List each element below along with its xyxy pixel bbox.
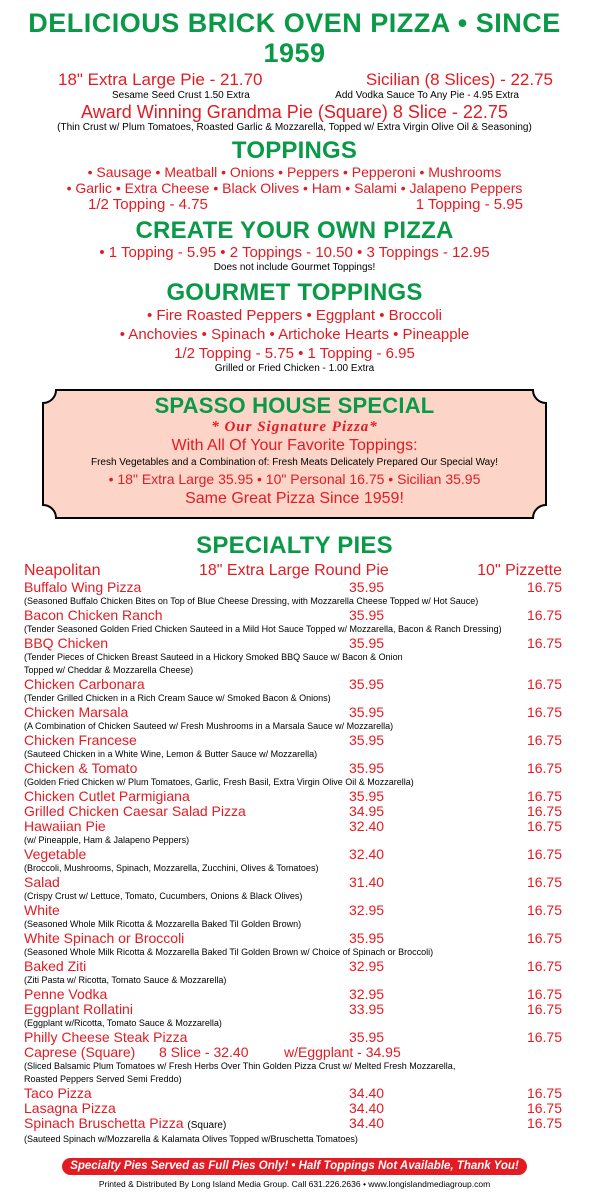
specialty-header-row xyxy=(24,562,565,580)
half-topping-price: 1/2 Topping - 4.75 xyxy=(88,196,208,213)
menu-item-desc: (Ziti Pasta w/ Ricotta, Tomato Sauce & Mozzarella) xyxy=(24,975,227,985)
menu-item-large-price: 32.95 xyxy=(349,958,385,974)
menu-item-large-price: 34.40 xyxy=(349,1085,385,1101)
col-large: 18" Extra Large Round Pie xyxy=(199,562,389,579)
menu-item-name: Chicken Francese xyxy=(24,732,137,748)
bruschetta-large: 34.40 xyxy=(349,1115,385,1131)
create-prices: • 1 Topping - 5.95 • 2 Toppings - 10.50 • 3 Toppings - 12.95 xyxy=(99,244,490,261)
menu-item-name: Chicken Cutlet Parmigiana xyxy=(24,788,190,804)
menu-item-small-price: 16.75 xyxy=(526,579,562,595)
grandma-pie-price: Award Winning Grandma Pie (Square) 8 Slice - 22.75 xyxy=(81,102,508,122)
menu-item-large-price: 33.95 xyxy=(349,1001,385,1017)
gourmet-line-1: • Fire Roasted Peppers • Eggplant • Broccoli xyxy=(146,307,443,324)
bruschetta-row xyxy=(24,1116,565,1133)
caprese-eggplant: w/Eggplant - 34.95 xyxy=(284,1044,401,1060)
menu-item-small-price: 16.75 xyxy=(526,635,562,651)
house-special-title: SPASSO HOUSE SPECIAL xyxy=(154,393,435,418)
toppings-line-1: • Sausage • Meatball • Onions • Peppers • Pepperoni • Mushrooms xyxy=(87,164,502,180)
menu-item-large-price: 35.95 xyxy=(349,607,385,623)
printed-by: Printed & Distributed By Long Island Media Group. Call 631.226.2636 • www.longislandmediagroup.com xyxy=(98,1179,491,1189)
bruschetta-suffix: (Square) xyxy=(187,1120,227,1131)
menu-item-small-price: 16.75 xyxy=(526,803,562,819)
menu-item-row xyxy=(24,733,565,748)
menu-item-small-price: 16.75 xyxy=(526,818,562,834)
gourmet-title: GOURMET TOPPINGS xyxy=(166,279,423,306)
menu-item-desc: Topped w/ Cheddar & Mozzarella Cheese) xyxy=(24,665,194,675)
price-row-pies xyxy=(0,70,589,90)
menu-item-small-price: 16.75 xyxy=(526,958,562,974)
menu-item-desc: (Seasoned Buffalo Chicken Bites on Top of Blue Cheese Dressing, with Mozzarella Cheese Topped w/ Hot Sauce) xyxy=(24,596,479,606)
menu-item-name: Chicken & Tomato xyxy=(24,760,138,776)
caprese-slice: 8 Slice - 32.40 xyxy=(159,1044,249,1060)
menu-item-row xyxy=(24,959,565,974)
create-title: CREATE YOUR OWN PIZZA xyxy=(135,217,454,244)
col-neapolitan: Neapolitan xyxy=(24,562,101,579)
menu-item-row xyxy=(24,705,565,720)
menu-item-row xyxy=(24,677,565,692)
menu-item-large-price: 32.95 xyxy=(349,902,385,918)
caprese-desc-2: Roasted Peppers Served Semi Freddo) xyxy=(24,1074,182,1084)
menu-item-small-price: 16.75 xyxy=(526,902,562,918)
col-pizzette: 10" Pizzette xyxy=(477,562,562,579)
menu-item-small-price: 16.75 xyxy=(526,986,562,1002)
menu-item-large-price: 34.40 xyxy=(349,1100,385,1116)
menu-item-row xyxy=(24,931,565,946)
menu-item-name: Lasagna Pizza xyxy=(24,1100,116,1116)
menu-item-small-price: 16.75 xyxy=(526,788,562,804)
house-special-line-1: With All Of Your Favorite Toppings: xyxy=(171,437,418,454)
menu-item-row xyxy=(24,608,565,623)
menu-item-desc: (A Combination of Chicken Sauteed w/ Fresh Mushrooms in a Marsala Sauce w/ Mozzarella) xyxy=(24,721,394,731)
menu-item-name: Vegetable xyxy=(24,846,87,862)
bruschetta-title: Spinach Bruschetta Pizza xyxy=(24,1115,184,1131)
menu-item-desc: (Eggplant w/Ricotta, Tomato Sauce & Mozzarella) xyxy=(24,1018,222,1028)
menu-item-desc: (Crispy Crust w/ Lettuce, Tomato, Cucumbers, Onions & Black Olives) xyxy=(24,891,303,901)
menu-item-large-price: 35.95 xyxy=(349,1029,385,1045)
one-topping-price: 1 Topping - 5.95 xyxy=(415,196,523,213)
menu-item-name: Baked Ziti xyxy=(24,958,87,974)
specialty-menu xyxy=(24,562,565,1146)
menu-item-desc: (w/ Pineapple, Ham & Jalapeno Peppers) xyxy=(24,835,190,845)
extra-large-pie-price: 18" Extra Large Pie - 21.70 xyxy=(58,70,263,89)
menu-item-large-price: 35.95 xyxy=(349,732,385,748)
menu-item-large-price: 32.40 xyxy=(349,818,385,834)
house-special-tagline: Same Great Pizza Since 1959! xyxy=(185,490,404,507)
menu-item-desc: (Seasoned Whole Milk Ricotta & Mozzarella Baked Til Golden Brown) xyxy=(24,919,302,929)
menu-item-large-price: 34.95 xyxy=(349,803,385,819)
menu-item-row xyxy=(24,819,565,834)
gourmet-line-3: 1/2 Topping - 5.75 • 1 Topping - 6.95 xyxy=(174,345,415,362)
sesame-extra: Sesame Seed Crust 1.50 Extra xyxy=(112,90,250,101)
menu-item-name: White xyxy=(24,902,60,918)
menu-item-small-price: 16.75 xyxy=(526,676,562,692)
menu-item-small-price: 16.75 xyxy=(526,1085,562,1101)
menu-item-desc: (Sauteed Chicken in a White Wine, Lemon & Butter Sauce w/ Mozzarella) xyxy=(24,749,318,759)
menu-page xyxy=(0,8,589,1201)
bruschetta-desc: (Sauteed Spinach w/Mozzarella & Kalamata Olives Topped w/Bruschetta Tomatoes) xyxy=(24,1134,358,1144)
footer-banner: Specialty Pies Served as Full Pies Only! • Half Toppings Not Available, Thank You! xyxy=(62,1158,527,1175)
menu-item-small-price: 16.75 xyxy=(526,1001,562,1017)
extras-row xyxy=(0,90,589,102)
menu-item-small-price: 16.75 xyxy=(526,760,562,776)
menu-item-name: Chicken Carbonara xyxy=(24,676,145,692)
bruschetta-name xyxy=(24,1116,349,1133)
menu-item-large-price: 32.95 xyxy=(349,986,385,1002)
menu-item-large-price: 35.95 xyxy=(349,579,385,595)
menu-item-small-price: 16.75 xyxy=(526,732,562,748)
caprese-row xyxy=(24,1045,565,1060)
menu-item-name: Hawaiian Pie xyxy=(24,818,106,834)
menu-item-small-price: 16.75 xyxy=(526,1029,562,1045)
caprese-desc: (Sliced Balsamic Plum Tomatoes w/ Fresh Herbs Over Thin Golden Pizza Crust w/ Melted Fresh Mozzarella, xyxy=(24,1061,456,1071)
gourmet-chicken: Grilled or Fried Chicken - 1.00 Extra xyxy=(214,363,375,374)
menu-item-desc: (Seasoned Whole Milk Ricotta & Mozzarella Baked Til Golden Brown w/ Choice of Spinach or Broccoli) xyxy=(24,947,434,957)
menu-item-name: BBQ Chicken xyxy=(24,635,109,651)
menu-item-row xyxy=(24,761,565,776)
menu-item-name: Penne Vodka xyxy=(24,986,108,1002)
create-note: Does not include Gourmet Toppings! xyxy=(213,262,376,273)
grandma-pie-desc: (Thin Crust w/ Plum Tomatoes, Roasted Garlic & Mozzarella, Topped w/ Extra Virgin Olive Oil & Seasoning) xyxy=(57,122,532,133)
menu-item-small-price: 16.75 xyxy=(526,607,562,623)
menu-item-name: Eggplant Rollatini xyxy=(24,1001,133,1017)
gourmet-line-2: • Anchovies • Spinach • Artichoke Hearts • Pineapple xyxy=(119,326,470,343)
menu-item-name: Chicken Marsala xyxy=(24,704,129,720)
menu-item-row xyxy=(24,875,565,890)
vodka-extra: Add Vodka Sauce To Any Pie - 4.95 Extra xyxy=(335,90,519,101)
menu-item-row xyxy=(24,847,565,862)
menu-item-desc: (Tender Grilled Chicken in a Rich Cream Sauce w/ Smoked Bacon & Onions) xyxy=(24,693,331,703)
toppings-line-2: • Garlic • Extra Cheese • Black Olives • Ham • Salami • Jalapeno Peppers xyxy=(66,180,523,196)
menu-item-small-price: 16.75 xyxy=(526,704,562,720)
menu-item-name: Taco Pizza xyxy=(24,1085,92,1101)
menu-item-row xyxy=(24,580,565,595)
menu-item-name: Grilled Chicken Caesar Salad Pizza xyxy=(24,803,246,819)
menu-item-desc: (Golden Fried Chicken w/ Plum Tomatoes, Garlic, Fresh Basil, Extra Virgin Olive Oil & Mozzarella) xyxy=(24,777,414,787)
menu-item-large-price: 35.95 xyxy=(349,635,385,651)
specialty-items-2 xyxy=(24,1086,565,1116)
menu-item-name: Bacon Chicken Ranch xyxy=(24,607,163,623)
menu-item-row xyxy=(24,1101,565,1116)
menu-item-large-price: 35.95 xyxy=(349,788,385,804)
menu-item-name: White Spinach or Broccoli xyxy=(24,930,185,946)
menu-item-small-price: 16.75 xyxy=(526,930,562,946)
menu-item-large-price: 32.40 xyxy=(349,846,385,862)
sicilian-price: Sicilian (8 Slices) - 22.75 xyxy=(365,70,553,89)
house-special-line-2: Fresh Vegetables and a Combination of: Fresh Meats Delicately Prepared Our Special Way! xyxy=(90,457,499,468)
menu-item-large-price: 35.95 xyxy=(349,760,385,776)
menu-item-large-price: 35.95 xyxy=(349,676,385,692)
menu-item-desc: (Tender Seasoned Golden Fried Chicken Sauteed in a Mild Hot Sauce Topped w/ Mozzarella, Bacon & Ranch Dressing) xyxy=(24,624,502,634)
menu-item-desc: (Tender Pieces of Chicken Breast Sauteed in a Hickory Smoked BBQ Sauce w/ Bacon & Onion xyxy=(24,652,403,662)
menu-item-row xyxy=(24,903,565,918)
menu-item-row xyxy=(24,1030,565,1045)
menu-item-small-price: 16.75 xyxy=(526,846,562,862)
house-special-subtitle: * Our Signature Pizza* xyxy=(211,419,378,435)
specialty-title: SPECIALTY PIES xyxy=(196,532,393,559)
house-special-box xyxy=(42,389,547,519)
menu-item-row xyxy=(24,804,565,819)
menu-item-name: Buffalo Wing Pizza xyxy=(24,579,142,595)
menu-item-row xyxy=(24,636,565,651)
toppings-title: TOPPINGS xyxy=(231,137,358,164)
menu-item-row xyxy=(24,1086,565,1101)
menu-item-desc: (Broccoli, Mushrooms, Spinach, Mozzarella, Zucchini, Olives & Tomatoes) xyxy=(24,863,319,873)
menu-item-row xyxy=(24,789,565,804)
main-title: DELICIOUS BRICK OVEN PIZZA • SINCE 1959 xyxy=(28,8,561,68)
house-special-prices: • 18" Extra Large 35.95 • 10" Personal 16.75 • Sicilian 35.95 xyxy=(108,471,481,487)
toppings-price-row xyxy=(0,196,589,214)
bruschetta-small: 16.75 xyxy=(526,1115,562,1131)
menu-item-small-price: 16.75 xyxy=(526,874,562,890)
menu-item-large-price: 35.95 xyxy=(349,704,385,720)
menu-item-name: Philly Cheese Steak Pizza xyxy=(24,1029,188,1045)
menu-item-large-price: 31.40 xyxy=(349,874,385,890)
caprese-name: Caprese (Square) xyxy=(24,1044,136,1060)
menu-item-row xyxy=(24,987,565,1002)
menu-item-row xyxy=(24,1002,565,1017)
house-special-content xyxy=(42,389,547,509)
menu-item-name: Salad xyxy=(24,874,60,890)
menu-item-large-price: 35.95 xyxy=(349,930,385,946)
menu-item-small-price: 16.75 xyxy=(526,1100,562,1116)
specialty-items xyxy=(24,580,565,1045)
